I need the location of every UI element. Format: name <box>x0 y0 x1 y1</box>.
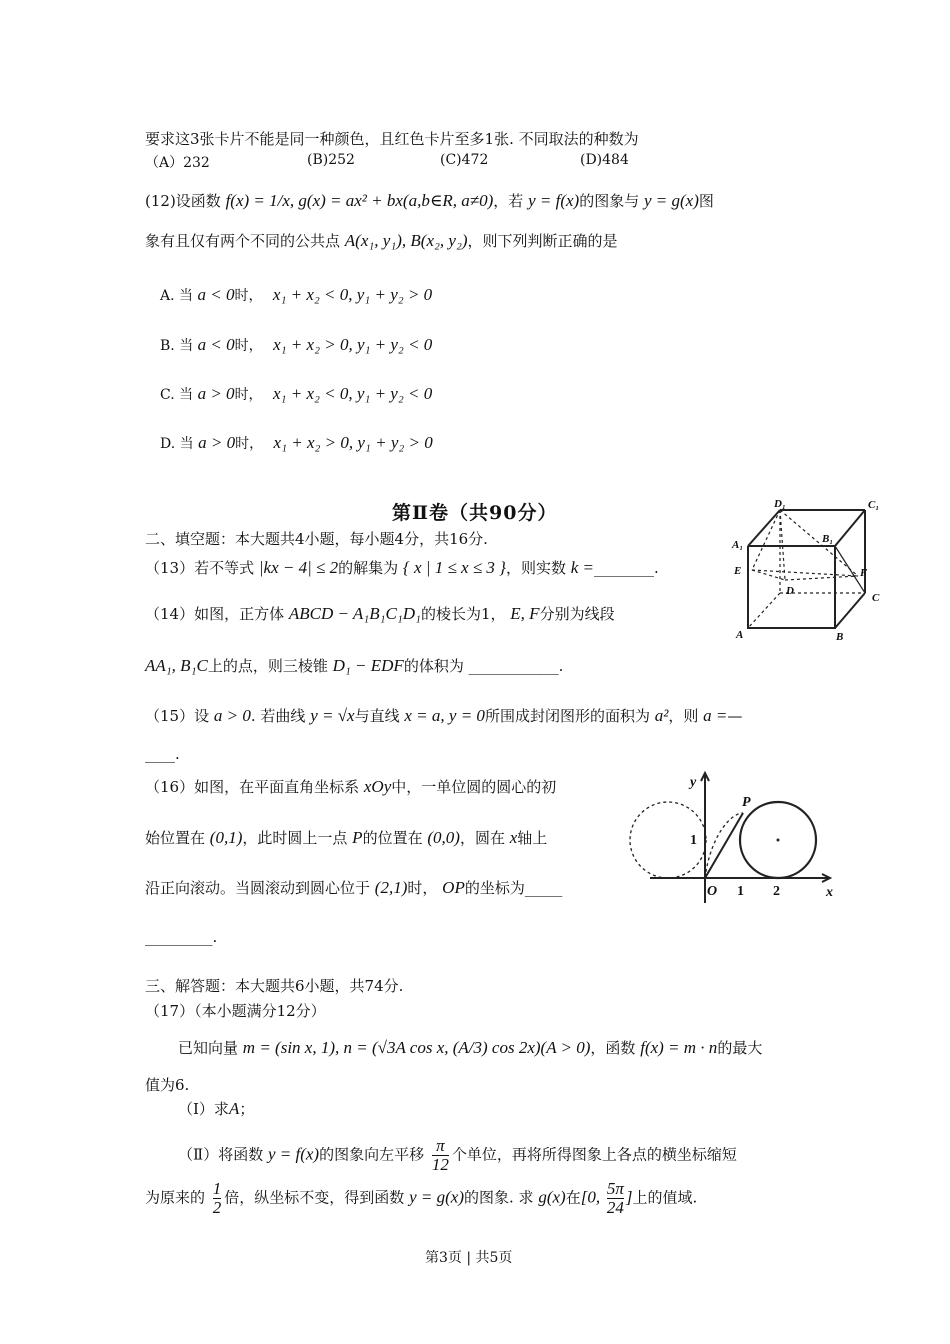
q17-line4: 为原来的 $\frac{1}{2}$ 倍，纵坐标不变，得到函数 y = g(x)的图象. 求 g(x)在[0, $\frac{5\pi}{24}$ ]上的值域. <box>145 1179 698 1217</box>
q16-line3: 沿正向滚动。当圆滚动到圆心位于 (2,1)时， OP的坐标为_____ <box>145 878 563 897</box>
fraction-pi-12: $\frac{\pi}{12}$ <box>431 1136 449 1174</box>
q12-option-a: A. 当 a < 0时， x₁ + x₂ < 0, y₁ + y₂ > 0 <box>160 285 433 304</box>
circle-label-x: x <box>826 885 833 900</box>
cube-label-f: F <box>860 567 868 579</box>
cube-label-a: A <box>736 629 744 641</box>
q11-option-c: (C)472 <box>440 152 489 168</box>
q11-option-a: （A）232 <box>145 155 210 171</box>
q17-line2: 值为6. <box>145 1076 190 1094</box>
cube-label-b1: B₁ <box>822 533 834 545</box>
q11-stem: 要求这3张卡片不能是同一种颜色，且红色卡片至多1张. 不同取法的种数为 <box>145 130 639 148</box>
cube-label-c: C <box>872 592 880 604</box>
circle-label-y: y <box>690 775 697 790</box>
q16-line2: 始位置在 (0,1)，此时圆上一点 P的位置在 (0,0)，圆在 x轴上 <box>145 828 548 847</box>
section3-intro: 三、解答题：本大题共6小题，共74分. <box>145 977 404 995</box>
circle-label-o: O <box>707 884 718 899</box>
q14-line2: AA₁, B₁C上的点，则三棱锥 D₁ − EDF的体积为 ____________. <box>145 656 564 675</box>
cube-label-b: B <box>836 631 844 643</box>
section2-title: 第Ⅱ卷（共90分） <box>392 502 558 524</box>
q12-option-b: B. 当 a < 0时， x₁ + x₂ > 0, y₁ + y₂ < 0 <box>160 335 433 354</box>
q12-line2: 象有且仅有两个不同的公共点 A(x₁, y₁), B(x₂, y₂)，则下列判断正确的是 <box>145 231 618 250</box>
q13: （13）若不等式 |kx − 4| ≤ 2的解集为 { x | 1 ≤ x ≤ 3 }，则实数 k =________. <box>145 558 659 577</box>
q11-option-d: (D)484 <box>580 152 629 168</box>
q11-option-b: (B)252 <box>307 152 355 168</box>
cube-label-d1: D₁ <box>774 498 786 510</box>
q12-points: A(x₁, y₁), B(x₂, y₂) <box>344 231 468 250</box>
cube-label-e: E <box>734 565 742 577</box>
q17-line1: 已知向量 m = (sin x, 1), n = (√3A cos x, (A/3) cos 2x)(A > 0)，函数 f(x) = m · n的最大 <box>178 1038 763 1057</box>
circle-label-1y: 1 <box>690 833 697 848</box>
q16-line4: _________. <box>145 928 218 946</box>
q15-line1: （15）设 a > 0. 若曲线 y = √x与直线 x = a, y = 0所围成封闭图形的面积为 a²，则 a =— <box>145 706 743 725</box>
q15-line2: ____. <box>145 745 180 763</box>
fraction-5pi-24: $\frac{5\pi}{24}$ <box>606 1179 624 1217</box>
page-footer: 第3页 | 共5页 <box>425 1250 513 1266</box>
circle-label-1x: 1 <box>737 884 744 899</box>
q12-functions: f(x) = 1/x, g(x) = ax² + bx(a,b∈R, a≠0) <box>225 191 494 210</box>
circle-label-p: P <box>742 795 751 810</box>
circle-label-2x: 2 <box>773 884 780 899</box>
q12-line1: (12)设函数 f(x) = 1/x, g(x) = ax² + bx(a,b∈R, a≠0)，若 y = f(x)的图象与 y = g(x)图 <box>145 191 714 210</box>
q17-part2: （Ⅱ）将函数 y = f(x)的图象向左平移 $\frac{\pi}{12}$ 个单位，再将所得图象上各点的横坐标缩短 <box>178 1136 737 1174</box>
cube-label-c1: C₁ <box>868 499 880 511</box>
q14-line1: （14）如图，正方体 ABCD − A₁B₁C₁D₁的棱长为1， E, F分别为线段 <box>145 604 615 623</box>
q12-option-d: D. 当 a > 0时， x₁ + x₂ > 0, y₁ + y₂ > 0 <box>160 433 433 452</box>
q17-part1: （Ⅰ）求A； <box>178 1099 255 1118</box>
fraction-half: $\frac{1}{2}$ <box>212 1179 222 1217</box>
cube-label-d: D <box>786 585 794 597</box>
q17-header: （17）（本小题满分12分） <box>145 1002 326 1020</box>
q16-line1: （16）如图，在平面直角坐标系 xOy中，一单位圆的圆心的初 <box>145 777 557 796</box>
cube-label-a1: A₁ <box>732 539 744 551</box>
section2-intro: 二、填空题：本大题共4小题，每小题4分，共16分. <box>145 530 488 548</box>
q12-option-c: C. 当 a > 0时， x₁ + x₂ < 0, y₁ + y₂ < 0 <box>160 384 433 403</box>
cube-figure <box>730 498 890 648</box>
rolling-circle-figure <box>650 768 840 908</box>
